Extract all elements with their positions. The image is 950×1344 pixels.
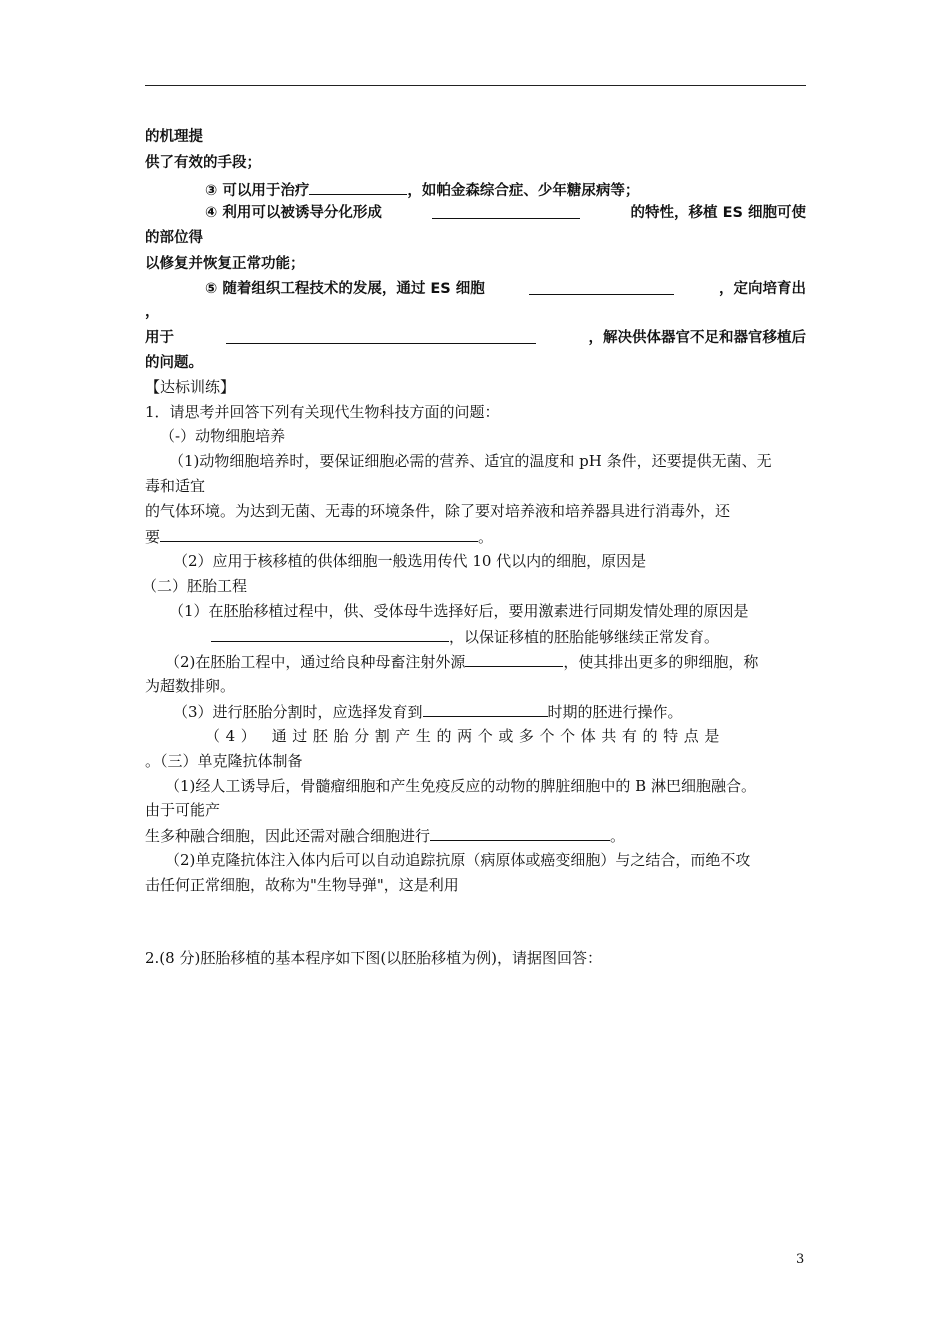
- answer-blank[interactable]: [309, 179, 407, 195]
- question-1: 1．请思考并回答下列有关现代生物科技方面的问题：: [145, 403, 500, 421]
- text-segment: 生多种融合细胞，因此还需对融合细胞进行: [145, 827, 431, 845]
- text-segment: ，定向培育出: [719, 281, 806, 297]
- text-segment: （2)在胚胎工程中，通过给良种母畜注射外源: [165, 653, 466, 671]
- text-line: [173, 701, 683, 722]
- text-line: 由于可能产: [145, 801, 221, 819]
- text-segment: ，使其排出更多的卵细胞，称: [563, 653, 759, 671]
- text-segment: 。: [610, 827, 626, 845]
- text-segment: 。: [478, 528, 494, 546]
- text-line: 的机理提: [145, 129, 203, 145]
- text-line: （2)单克隆抗体注入体内后可以自动追踪抗原（病原体或癌变细胞）与之结合，而绝不攻: [165, 851, 751, 869]
- text-line: （1)经人工诱导后，骨髓瘤细胞和产生免疫反应的动物的脾脏细胞中的 B 淋巴细胞融合。: [165, 777, 756, 795]
- text-line: 供了有效的手段；: [145, 155, 261, 171]
- text-line: 的问题。: [145, 355, 203, 371]
- answer-blank[interactable]: [423, 701, 548, 717]
- text-line: 击任何正常细胞，故称为"生物导弹"，这是利用: [145, 876, 459, 894]
- answer-blank[interactable]: [430, 825, 610, 841]
- text-line: 毒和适宜: [145, 477, 206, 495]
- text-line: 。（三）单克隆抗体制备: [145, 752, 303, 770]
- text-segment: ，解决供体器官不足和器官移植后: [588, 330, 806, 346]
- text-segment: ⑤ 随着组织工程技术的发展，通过 ES 细胞: [205, 281, 485, 297]
- text-line: [205, 179, 639, 201]
- text-segment: （3）进行胚胎分割时，应选择发育到: [173, 703, 423, 721]
- text-segment: 时期的胚进行操作。: [547, 703, 683, 721]
- text-line: （1）在胚胎移植过程中，供、受体母牛选择好后，要用激素进行同期发情处理的原因是: [169, 602, 749, 620]
- text-segment: 要: [145, 528, 161, 546]
- header-rule: [145, 85, 806, 86]
- text-line: [145, 825, 625, 846]
- text-line: （2）应用于核移植的供体细胞一般选用传代 10 代以内的细胞，原因是: [173, 552, 647, 570]
- question-2: 2.(8 分)胚胎移植的基本程序如下图(以胚胎移植为例)，请据图回答：: [145, 949, 603, 967]
- text-line: （4） 通过胚胎分割产生的两个或多个个体共有的特点是: [205, 727, 725, 745]
- text-segment: 的特性，移植 ES 细胞可使: [630, 205, 806, 221]
- text-line: 为超数排卵。: [145, 677, 236, 695]
- text-line: 以修复并恢复正常功能；: [145, 256, 305, 272]
- answer-blank[interactable]: [529, 279, 674, 295]
- text-line: [205, 279, 806, 299]
- answer-blank[interactable]: [226, 328, 536, 344]
- text-line: ，: [145, 304, 160, 320]
- text-line: [211, 626, 719, 647]
- page-number: 3: [796, 1252, 805, 1267]
- text-segment: 用于: [145, 330, 174, 346]
- text-line: [145, 328, 806, 348]
- text-line: [145, 526, 493, 547]
- text-segment: ④ 利用可以被诱导分化形成: [205, 205, 382, 221]
- text-segment: ，以保证移植的胚胎能够继续正常发育。: [449, 628, 720, 646]
- text-line: [165, 651, 758, 672]
- text-line: 的部位得: [145, 230, 203, 246]
- text-line: 的气体环境。为达到无菌、无毒的环境条件，除了要对培养液和培养器具进行消毒外，还: [145, 502, 731, 520]
- subsection-title: （-）动物细胞培养: [160, 427, 286, 445]
- text-line: [205, 203, 806, 223]
- subsection-title: （二）胚胎工程: [142, 577, 248, 595]
- answer-blank[interactable]: [432, 203, 580, 219]
- answer-blank[interactable]: [211, 626, 449, 642]
- text-segment: ，如帕金森综合症、少年糖尿病等；: [407, 183, 640, 199]
- section-title: 【达标训练】: [145, 378, 236, 396]
- text-segment: ③ 可以用于治疗: [205, 183, 310, 199]
- answer-blank[interactable]: [160, 526, 478, 542]
- answer-blank[interactable]: [465, 651, 563, 667]
- text-line: （1)动物细胞培养时，要保证细胞必需的营养、适宜的温度和 pH 条件，还要提供无菌、无: [169, 452, 772, 470]
